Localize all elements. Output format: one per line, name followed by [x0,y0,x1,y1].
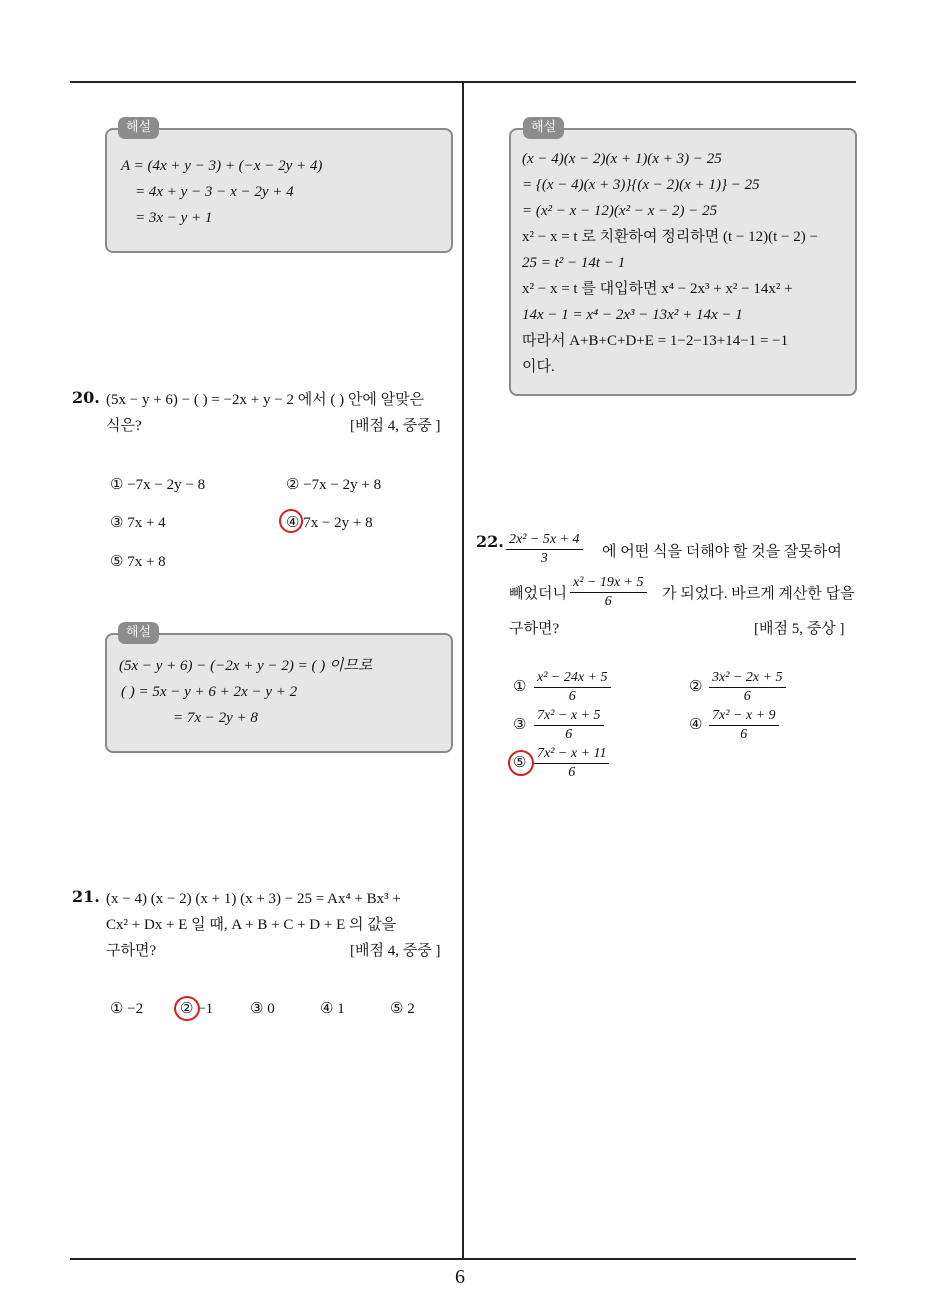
answer-mark-circle [174,996,200,1021]
fraction-numerator: 7x² − x + 11 [534,745,609,764]
fraction-denominator: 6 [743,689,751,704]
question-number: 22. [476,532,504,551]
choice-5-label[interactable]: ⑤ [513,755,527,771]
choice-3[interactable]: ③ 7x + 4 [110,515,166,531]
choice-2[interactable]: ② −1 [180,1001,214,1017]
solution-line: 이다. [522,359,555,375]
choice-4-label[interactable]: ④ [689,717,703,733]
choice-1[interactable]: ① −2 [110,1001,144,1017]
bottom-rule [70,1258,856,1260]
solution-line: (5x − y + 6) − (−2x + y − 2) = ( ) 이므로 [119,658,373,674]
solution-tag: 해설 [523,117,564,139]
choice-5[interactable] [534,745,609,782]
solution-line: = 3x − y + 1 [135,210,213,226]
choice-4[interactable] [709,707,779,744]
solution-line: 14x − 1 = x⁴ − 2x³ − 13x² + 14x − 1 [522,307,743,323]
question-text: (5x − y + 6) − ( ) = −2x + y − 2 에서 ( ) 안에 알맞은 [106,392,425,408]
fraction-denominator: 6 [604,594,612,609]
choice-2-label[interactable]: ② [689,679,703,695]
fraction-numerator: x² − 19x + 5 [570,574,647,593]
choice-2[interactable]: ② −7x − 2y + 8 [286,477,382,493]
solution-line: = {(x − 4)(x + 3)}{(x − 2)(x + 1)} − 25 [522,177,760,193]
answer-mark-circle [508,750,534,776]
fraction-numerator: 3x² − 2x + 5 [709,669,786,688]
choice-3[interactable]: ③ 0 [250,1001,275,1017]
grade-label: [배점 5, 중상 ] [754,621,845,637]
choice-3-label[interactable]: ③ [513,717,527,733]
fraction-denominator: 6 [740,727,748,742]
solution-line: ( ) = 5x − y + 6 + 2x − y + 2 [121,684,298,700]
solution-line: A = (4x + y − 3) + (−x − 2y + 4) [121,158,323,174]
solution-line: = 4x + y − 3 − x − 2y + 4 [135,184,294,200]
question-text: 구하면? [509,621,560,637]
choice-4[interactable]: ④ 1 [320,1001,345,1017]
question-text: (x − 4) (x − 2) (x + 1) (x + 3) − 25 = Ax⁴ + Bx³ + [106,891,401,907]
fraction-denominator: 6 [568,765,576,780]
fraction-denominator: 3 [540,551,548,566]
question-text: 가 되었다. 바르게 계산한 답을 [662,586,855,602]
fraction-denominator: 6 [568,689,576,704]
fraction-numerator: x² − 24x + 5 [534,669,611,688]
fraction-numerator: 7x² − x + 5 [534,707,604,726]
solution-line: (x − 4)(x − 2)(x + 1)(x + 3) − 25 [522,151,722,167]
choice-3[interactable] [534,707,604,744]
choice-5[interactable]: ⑤ 7x + 8 [110,554,166,570]
page-number: 6 [455,1266,465,1288]
question-text: 식은? [106,418,142,434]
choice-1[interactable]: ① −7x − 2y − 8 [110,477,206,493]
solution-line: = 7x − 2y + 8 [173,710,258,726]
solution-line: x² − x = t 를 대입하면 x⁴ − 2x³ + x² − 14x² + [522,281,793,297]
solution-line: 25 = t² − 14t − 1 [522,255,626,271]
question-text: 빼었더니 [509,586,567,602]
choice-5[interactable]: ⑤ 2 [390,1001,415,1017]
solution-line: x² − x = t 로 치환하여 정리하면 (t − 12)(t − 2) − [522,229,818,245]
fraction-denominator: 6 [565,727,573,742]
question-fraction [570,574,647,611]
fraction-numerator: 2x² − 5x + 4 [506,531,583,550]
solution-tag: 해설 [118,117,159,139]
choice-2[interactable] [709,669,786,706]
question-text: 구하면? [106,943,157,959]
solution-tag: 해설 [118,622,159,644]
grade-label: [배점 4, 중중 ] [350,418,441,434]
grade-label: [배점 4, 중중 ] [350,943,441,959]
column-divider [462,81,464,1259]
question-fraction [506,531,583,568]
choice-1-label[interactable]: ① [513,679,527,695]
choice-4[interactable]: ④ 7x − 2y + 8 [286,515,373,531]
question-text: Cx² + Dx + E 일 때, A + B + C + D + E 의 값을 [106,917,397,933]
fraction-numerator: 7x² − x + 9 [709,707,779,726]
choice-1[interactable] [534,669,611,706]
question-text: 에 어떤 식을 더해야 할 것을 잘못하여 [602,544,842,560]
question-number: 21. [72,887,100,906]
question-number: 20. [72,388,100,407]
solution-line: 따라서 A+B+C+D+E = 1−2−13+14−1 = −1 [522,333,789,349]
answer-mark-circle [279,509,303,533]
solution-line: = (x² − x − 12)(x² − x − 2) − 25 [522,203,718,219]
